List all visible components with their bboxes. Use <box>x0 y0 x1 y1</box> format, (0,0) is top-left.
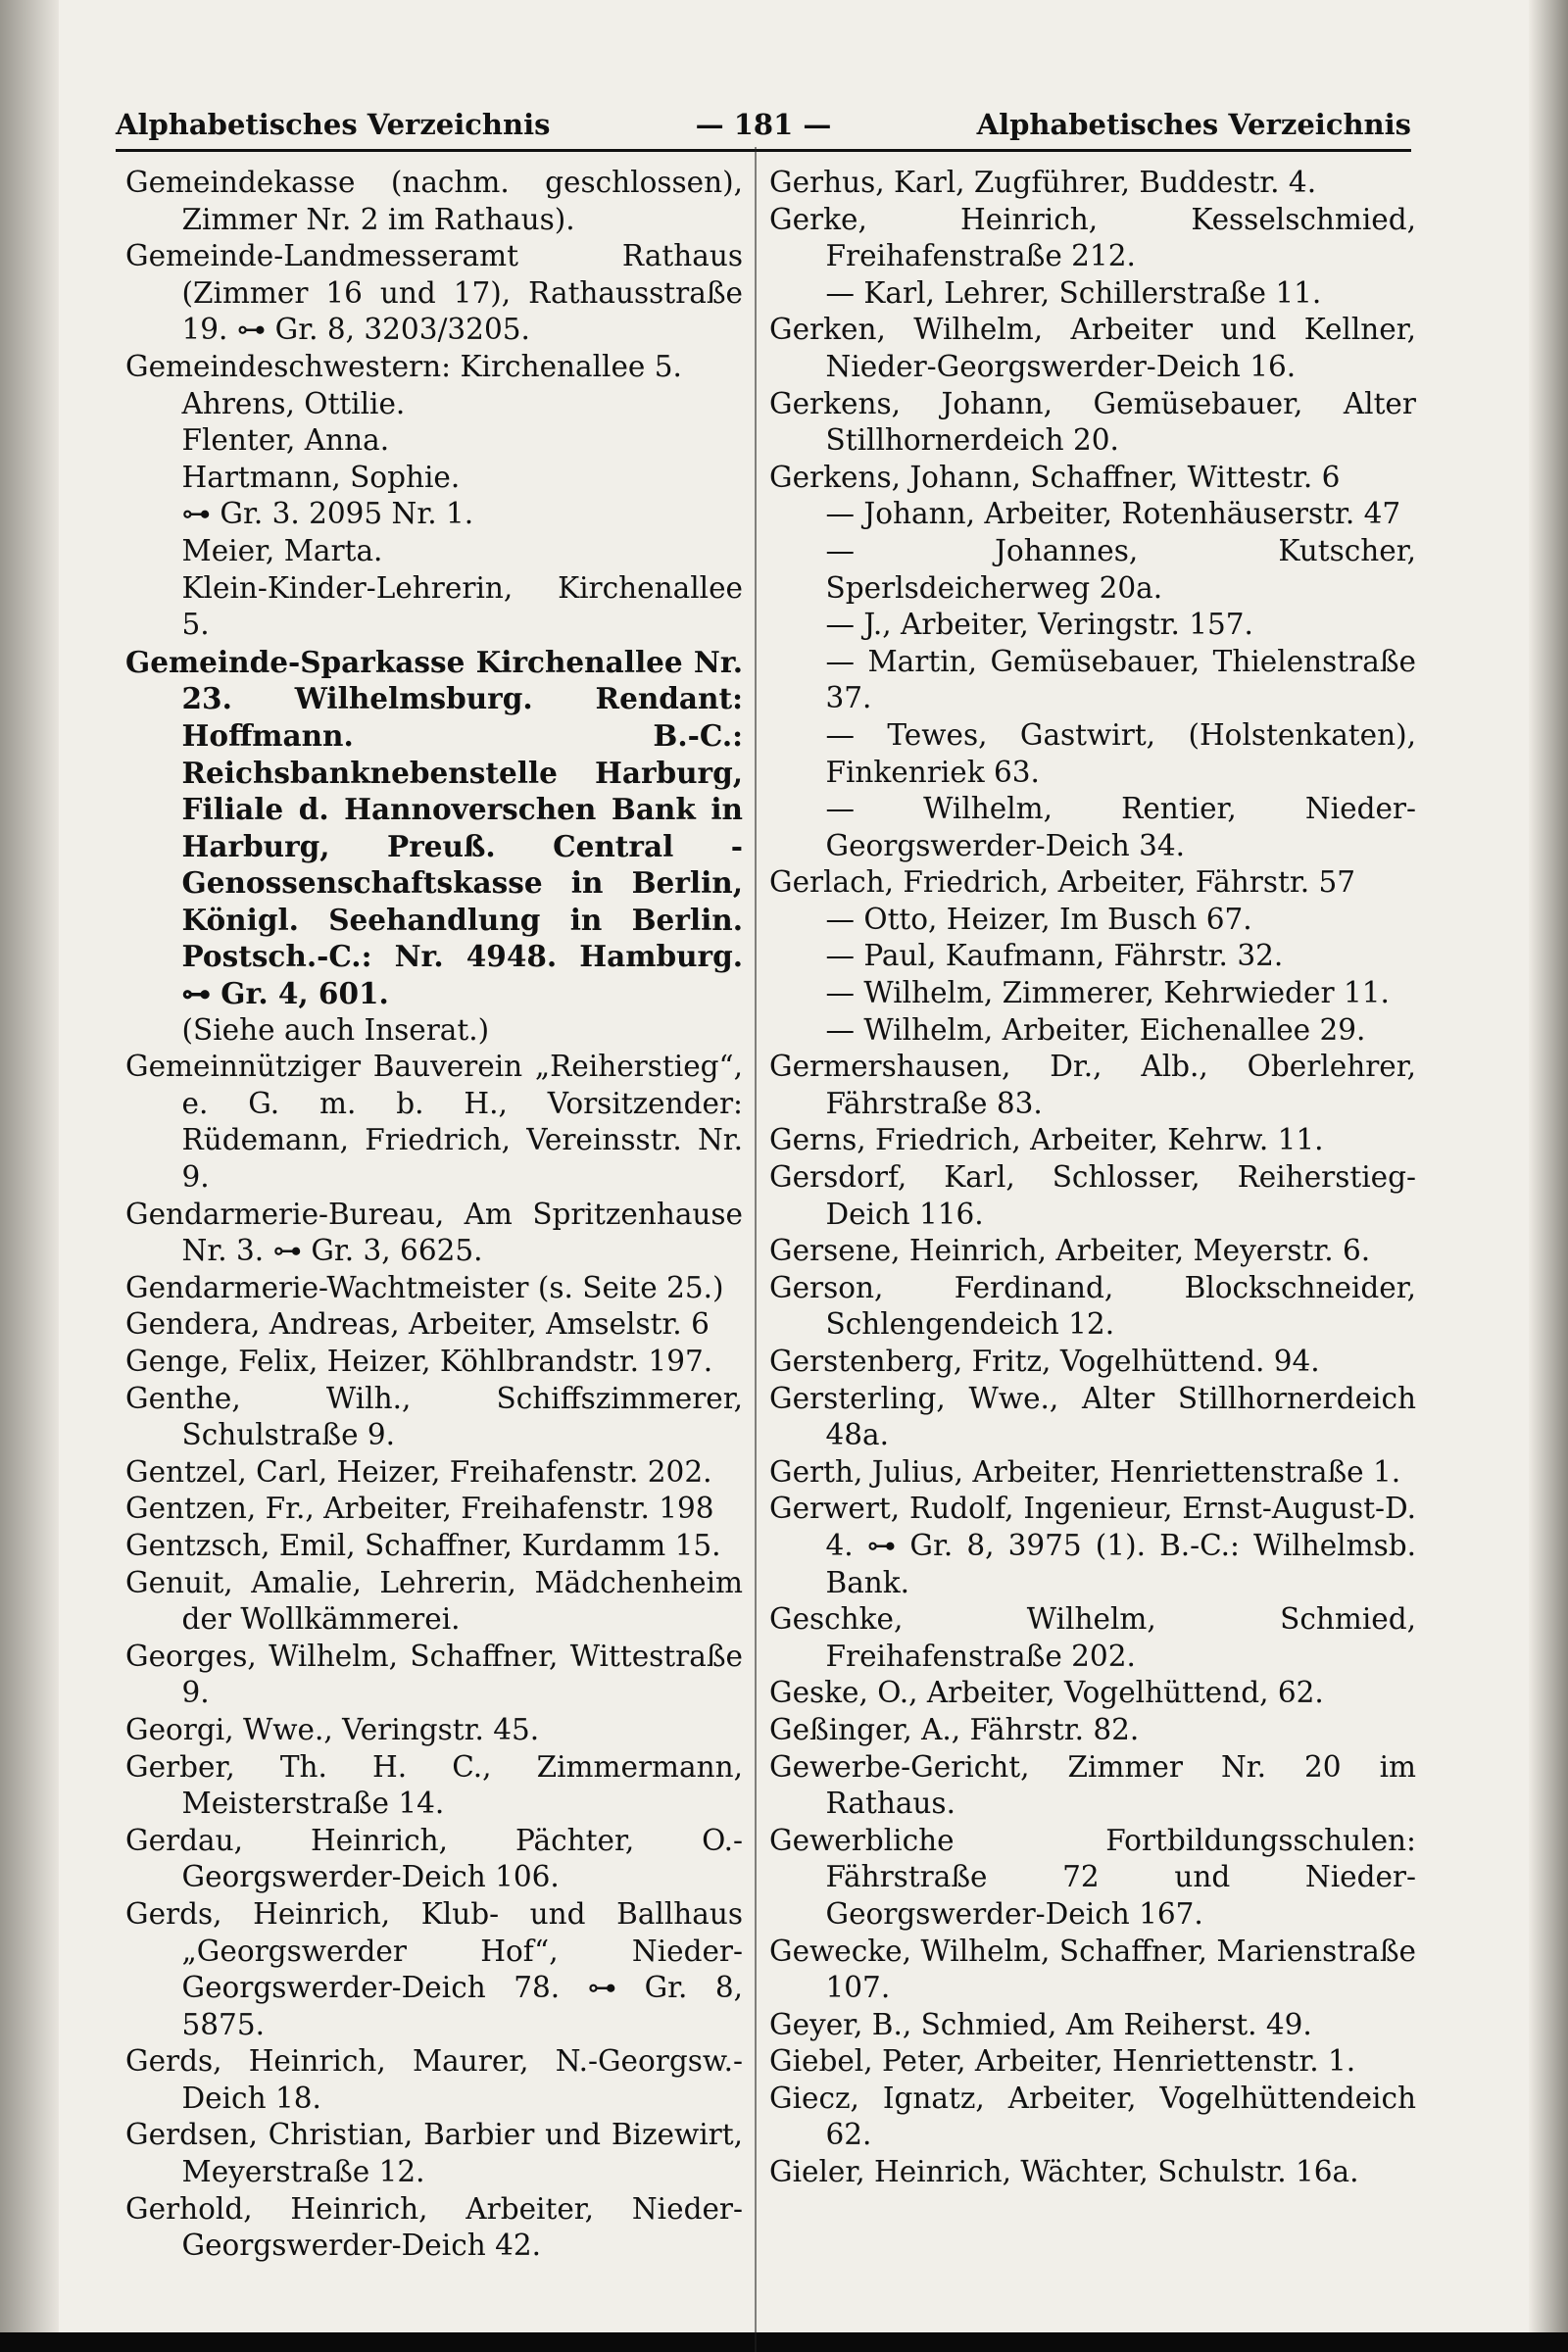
directory-entry: — Tewes, Gastwirt, (Holstenkaten), Finkenriek 63. <box>825 717 1416 789</box>
directory-entry: Gerhold, Heinrich, Arbeiter, Nieder-Georgswerder-Deich 42. <box>125 2191 743 2263</box>
directory-entry: Gerds, Heinrich, Maurer, N.-Georgsw.-Deich 18. <box>125 2044 743 2115</box>
directory-entry: Gewecke, Wilhelm, Schaffner, Marienstraße 107. <box>769 1934 1416 2005</box>
directory-entry: Gentzel, Carl, Heizer, Freihafenstr. 202. <box>125 1454 712 1489</box>
directory-entry: — Otto, Heizer, Im Busch 67. <box>825 902 1252 936</box>
directory-entry: — Wilhelm, Zimmerer, Kehrwieder 11. <box>825 976 1390 1010</box>
directory-entry: Gemeinnütziger Bauverein „Reiherstieg“, e. G. m. b. H., Vorsitzender: Rüdemann, Friedrich, Vereinsstr. Nr. 9. <box>125 1050 743 1195</box>
directory-entry: Flenter, Anna. <box>181 423 390 458</box>
directory-entry: — Johannes, Kutscher, Sperlsdeicherweg 20a. <box>825 533 1416 605</box>
directory-entry: — Wilhelm, Arbeiter, Eichenallee 29. <box>825 1012 1366 1047</box>
directory-entry: ⊶ Gr. 3. 2095 Nr. 1. <box>181 497 474 531</box>
directory-entry: Geyer, B., Schmied, Am Reiherst. 49. <box>769 2007 1312 2041</box>
directory-entry: Georgi, Wwe., Veringstr. 45. <box>125 1712 540 1746</box>
directory-entry: Gewerbe-Gericht, Zimmer Nr. 20 im Rathaus. <box>769 1749 1416 1821</box>
header-right-title: Alphabetisches Verzeichnis <box>976 108 1411 141</box>
directory-entry: Gerkens, Johann, Gemüsebauer, Alter Stillhornerdeich 20. <box>769 386 1416 458</box>
directory-entry: Gerdau, Heinrich, Pächter, O.-Georgswerder-Deich 106. <box>125 1823 743 1894</box>
directory-entry: Ahrens, Ottilie. <box>181 386 406 420</box>
page-number: — 181 — <box>695 108 832 141</box>
directory-entry: Gerson, Ferdinand, Blockschneider, Schlengendeich 12. <box>769 1270 1416 1342</box>
directory-entry: Geschke, Wilhelm, Schmied, Freihafenstraße 202. <box>769 1602 1416 1673</box>
directory-entry: Gerken, Wilhelm, Arbeiter und Kellner, Nieder-Georgswerder-Deich 16. <box>769 313 1416 383</box>
directory-entry: Gentzsch, Emil, Schaffner, Kurdamm 15. <box>125 1528 721 1562</box>
directory-entry: Gersterling, Wwe., Alter Stillhornerdeich 48a. <box>769 1381 1416 1452</box>
directory-entry: Gerhus, Karl, Zugführer, Buddestr. 4. <box>769 166 1317 199</box>
directory-entry: Meier, Marta. <box>181 533 383 567</box>
directory-entry: — J., Arbeiter, Veringstr. 157. <box>825 608 1253 642</box>
directory-entry: Gentzen, Fr., Arbeiter, Freihafenstr. 198 <box>125 1492 714 1526</box>
directory-entry: Gerwert, Rudolf, Ingenieur, Ernst-August-D. 4. ⊶ Gr. 8, 3975 (1). B.-C.: Wilhelmsb. Bank. <box>769 1492 1416 1599</box>
directory-entry: (Siehe auch Inserat.) <box>181 1012 490 1047</box>
directory-entry: Gerns, Friedrich, Arbeiter, Kehrw. 11. <box>769 1123 1324 1157</box>
directory-entry: Genthe, Wilh., Schiffszimmerer, Schulstraße 9. <box>125 1381 743 1452</box>
directory-entry: Klein-Kinder-Lehrerin, Kirchenallee 5. <box>181 570 743 642</box>
directory-entry: — Wilhelm, Rentier, Nieder-Georgswerder-Deich 34. <box>825 792 1416 862</box>
directory-entry: Gerdsen, Christian, Barbier und Bizewirt, Meyerstraße 12. <box>125 2118 743 2189</box>
directory-entry: Gendera, Andreas, Arbeiter, Amselstr. 6 <box>125 1307 710 1342</box>
directory-entry: Gemeindeschwestern: Kirchenallee 5. <box>125 349 682 383</box>
directory-entry: Gemeindekasse (nachm. geschlossen), Zimmer Nr. 2 im Rathaus). <box>125 166 743 236</box>
directory-entry: Geske, O., Arbeiter, Vogelhüttend, 62. <box>769 1676 1324 1710</box>
page-header <box>116 106 1411 152</box>
directory-entry: Gieler, Heinrich, Wächter, Schulstr. 16a. <box>769 2155 1359 2189</box>
directory-entry: Gerke, Heinrich, Kesselschmied, Freihafenstraße 212. <box>769 202 1416 273</box>
directory-entry: Gerber, Th. H. C., Zimmermann, Meisterstraße 14. <box>125 1749 743 1821</box>
directory-entry: Gemeinde-Landmesseramt Rathaus (Zimmer 16 und 17), Rathausstraße 19. ⊶ Gr. 8, 3203/3205. <box>125 239 743 347</box>
directory-entry: Genge, Felix, Heizer, Köhlbrandstr. 197. <box>125 1345 713 1378</box>
page-right-edge-shadow <box>1529 0 1568 2332</box>
directory-entry: — Johann, Arbeiter, Rotenhäuserstr. 47 <box>825 497 1401 531</box>
directory-entry: Gerkens, Johann, Schaffner, Wittestr. 6 <box>769 460 1341 494</box>
left-column <box>125 165 743 2321</box>
directory-entry: Gewerbliche Fortbildungsschulen: Fährstraße 72 und Nieder-Georgswerder-Deich 167. <box>769 1823 1416 1931</box>
directory-entry: Giecz, Ignatz, Arbeiter, Vogelhüttendeich 62. <box>769 2081 1416 2152</box>
directory-entry: Gemeinde-Sparkasse Kirchenallee Nr. 23. Wilhelmsburg. Rendant: Hoffmann. B.-C.: Reichsbanknebenstelle Harburg, Filiale d. Hannoverschen Bank in Harburg, Preuß. Central - Genossenschaftskasse in Berlin, Königl. Seehandlung in Berlin. Postsch.-C.: Nr. 4948. Hamburg. ⊶ Gr. 4, 601. <box>125 644 743 1011</box>
directory-entry: Gerlach, Friedrich, Arbeiter, Fährstr. 57 <box>769 865 1355 900</box>
directory-entry: — Paul, Kaufmann, Fährstr. 32. <box>825 939 1284 973</box>
right-column <box>769 165 1416 2321</box>
directory-entry: Gerstenberg, Fritz, Vogelhüttend. 94. <box>769 1345 1320 1378</box>
directory-entry: Geßinger, A., Fährstr. 82. <box>769 1712 1140 1746</box>
directory-entry: — Martin, Gemüsebauer, Thielenstraße 37. <box>825 644 1416 715</box>
page-left-edge-shadow <box>0 0 59 2332</box>
directory-entry: Hartmann, Sophie. <box>181 460 461 494</box>
directory-entry: Gerds, Heinrich, Klub- und Ballhaus „Georgswerder Hof“, Nieder-Georgswerder-Deich 78. ⊶ Gr. 8, 5875. <box>125 1896 743 2041</box>
directory-entry: — Karl, Lehrer, Schillerstraße 11. <box>825 275 1322 310</box>
directory-entry: Gersene, Heinrich, Arbeiter, Meyerstr. 6. <box>769 1234 1371 1268</box>
directory-entry: Gersdorf, Karl, Schlosser, Reiherstieg-Deich 116. <box>769 1160 1416 1231</box>
directory-entry: Gerth, Julius, Arbeiter, Henriettenstraße 1. <box>769 1454 1401 1489</box>
directory-entry: Gendarmerie-Wachtmeister (s. Seite 25.) <box>125 1270 724 1304</box>
directory-entry: Genuit, Amalie, Lehrerin, Mädchenheim der Wollkämmerei. <box>125 1565 743 1637</box>
directory-entry: Giebel, Peter, Arbeiter, Henriettenstr. 1. <box>769 2044 1356 2079</box>
directory-entry: Germershausen, Dr., Alb., Oberlehrer, Fährstraße 83. <box>769 1050 1416 1120</box>
column-divider <box>755 147 757 2352</box>
header-left-title: Alphabetisches Verzeichnis <box>116 108 551 141</box>
directory-entry: Georges, Wilhelm, Schaffner, Wittestraße 9. <box>125 1639 743 1710</box>
directory-entry: Gendarmerie-Bureau, Am Spritzenhause Nr. 3. ⊶ Gr. 3, 6625. <box>125 1197 743 1268</box>
